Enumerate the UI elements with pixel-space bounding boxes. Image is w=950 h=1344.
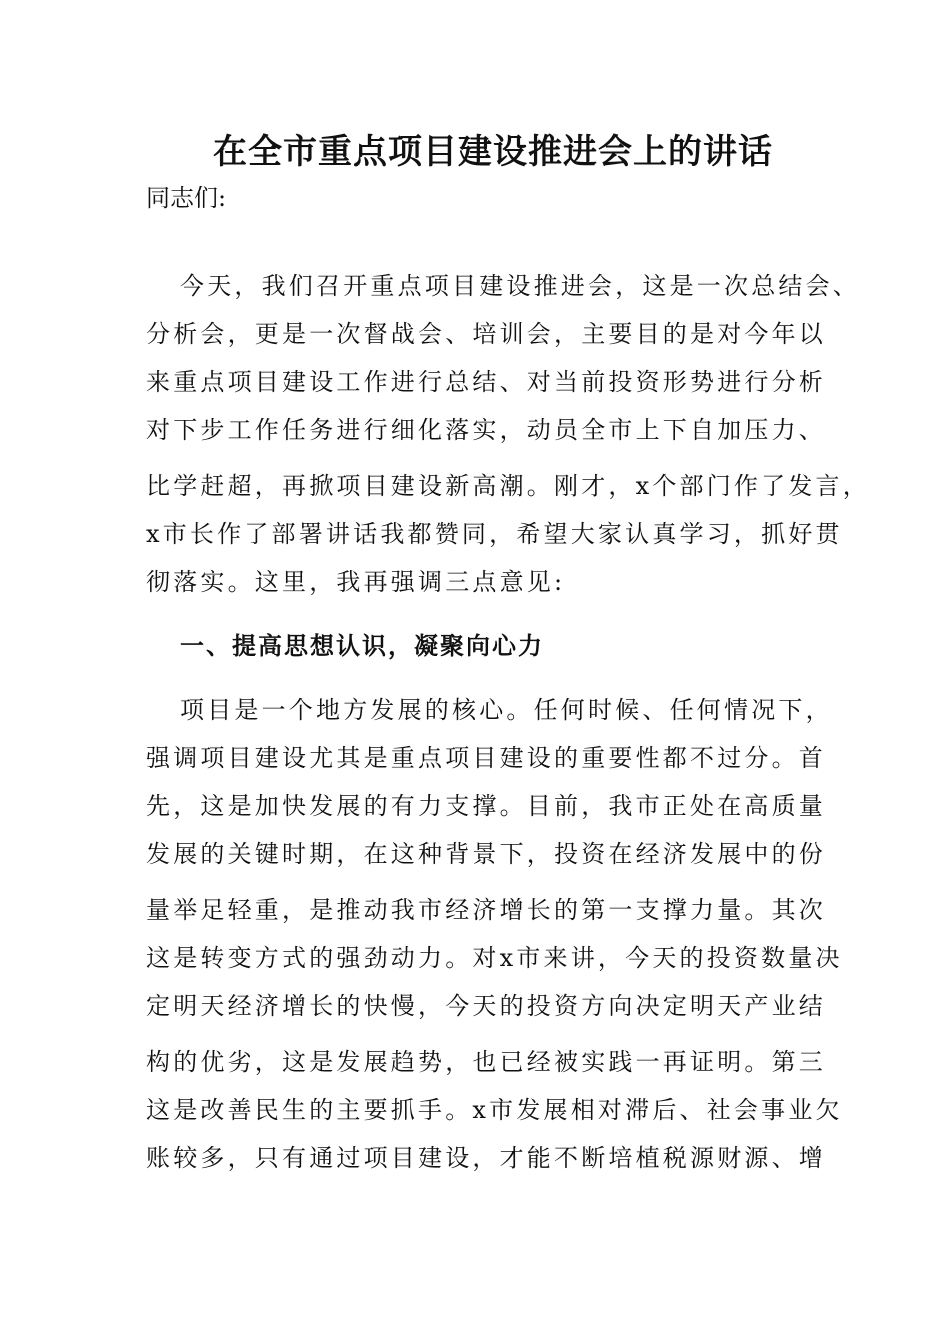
paragraph-line: 发展的关键时期，在这种背景下，投资在经济发展中的份 <box>146 840 826 868</box>
paragraph-line: 量举足轻重，是推动我市经济增长的第一支撑力量。其次 <box>146 896 826 924</box>
salutation: 同志们: <box>146 184 227 212</box>
paragraph-line: 来重点项目建设工作进行总结、对当前投资形势进行分析 <box>146 368 826 396</box>
paragraph-line: 分析会，更是一次督战会、培训会，主要目的是对今年以 <box>146 320 826 348</box>
paragraph-line: 构的优劣，这是发展趋势，也已经被实践一再证明。第三 <box>146 1048 826 1076</box>
paragraph-line: 先，这是加快发展的有力支撑。目前，我市正处在高质量 <box>146 792 826 820</box>
paragraph-line: 对下步工作任务进行细化落实，动员全市上下自加压力、 <box>146 416 826 444</box>
paragraph-line: 强调项目建设尤其是重点项目建设的重要性都不过分。首 <box>146 744 826 772</box>
paragraph-line: 定明天经济增长的快慢，今天的投资方向决定明天产业结 <box>146 992 826 1020</box>
paragraph-line: 项目是一个地方发展的核心。任何时候、任何情况下， <box>180 696 833 724</box>
paragraph-line: 今天，我们召开重点项目建设推进会，这是一次总结会、 <box>180 272 860 300</box>
paragraph-line: 这是转变方式的强劲动力。对x市来讲，今天的投资数量决 <box>146 944 843 972</box>
paragraph-line: 这是改善民生的主要抓手。x市发展相对滞后、社会事业欠 <box>146 1096 843 1124</box>
section-heading: 一、提高思想认识，凝聚向心力 <box>180 631 544 660</box>
paragraph-line: x市长作了部署讲话我都赞同，希望大家认真学习，抓好贯 <box>146 520 843 548</box>
paragraph-line: 比学赶超，再掀项目建设新高潮。刚才，x个部门作了发言， <box>146 472 870 500</box>
paragraph-line: 账较多，只有通过项目建设，才能不断培植税源财源、增 <box>146 1144 826 1172</box>
paragraph-line: 彻落实。这里，我再强调三点意见: <box>146 568 566 596</box>
document-title: 在全市重点项目建设推进会上的讲话 <box>213 132 773 172</box>
